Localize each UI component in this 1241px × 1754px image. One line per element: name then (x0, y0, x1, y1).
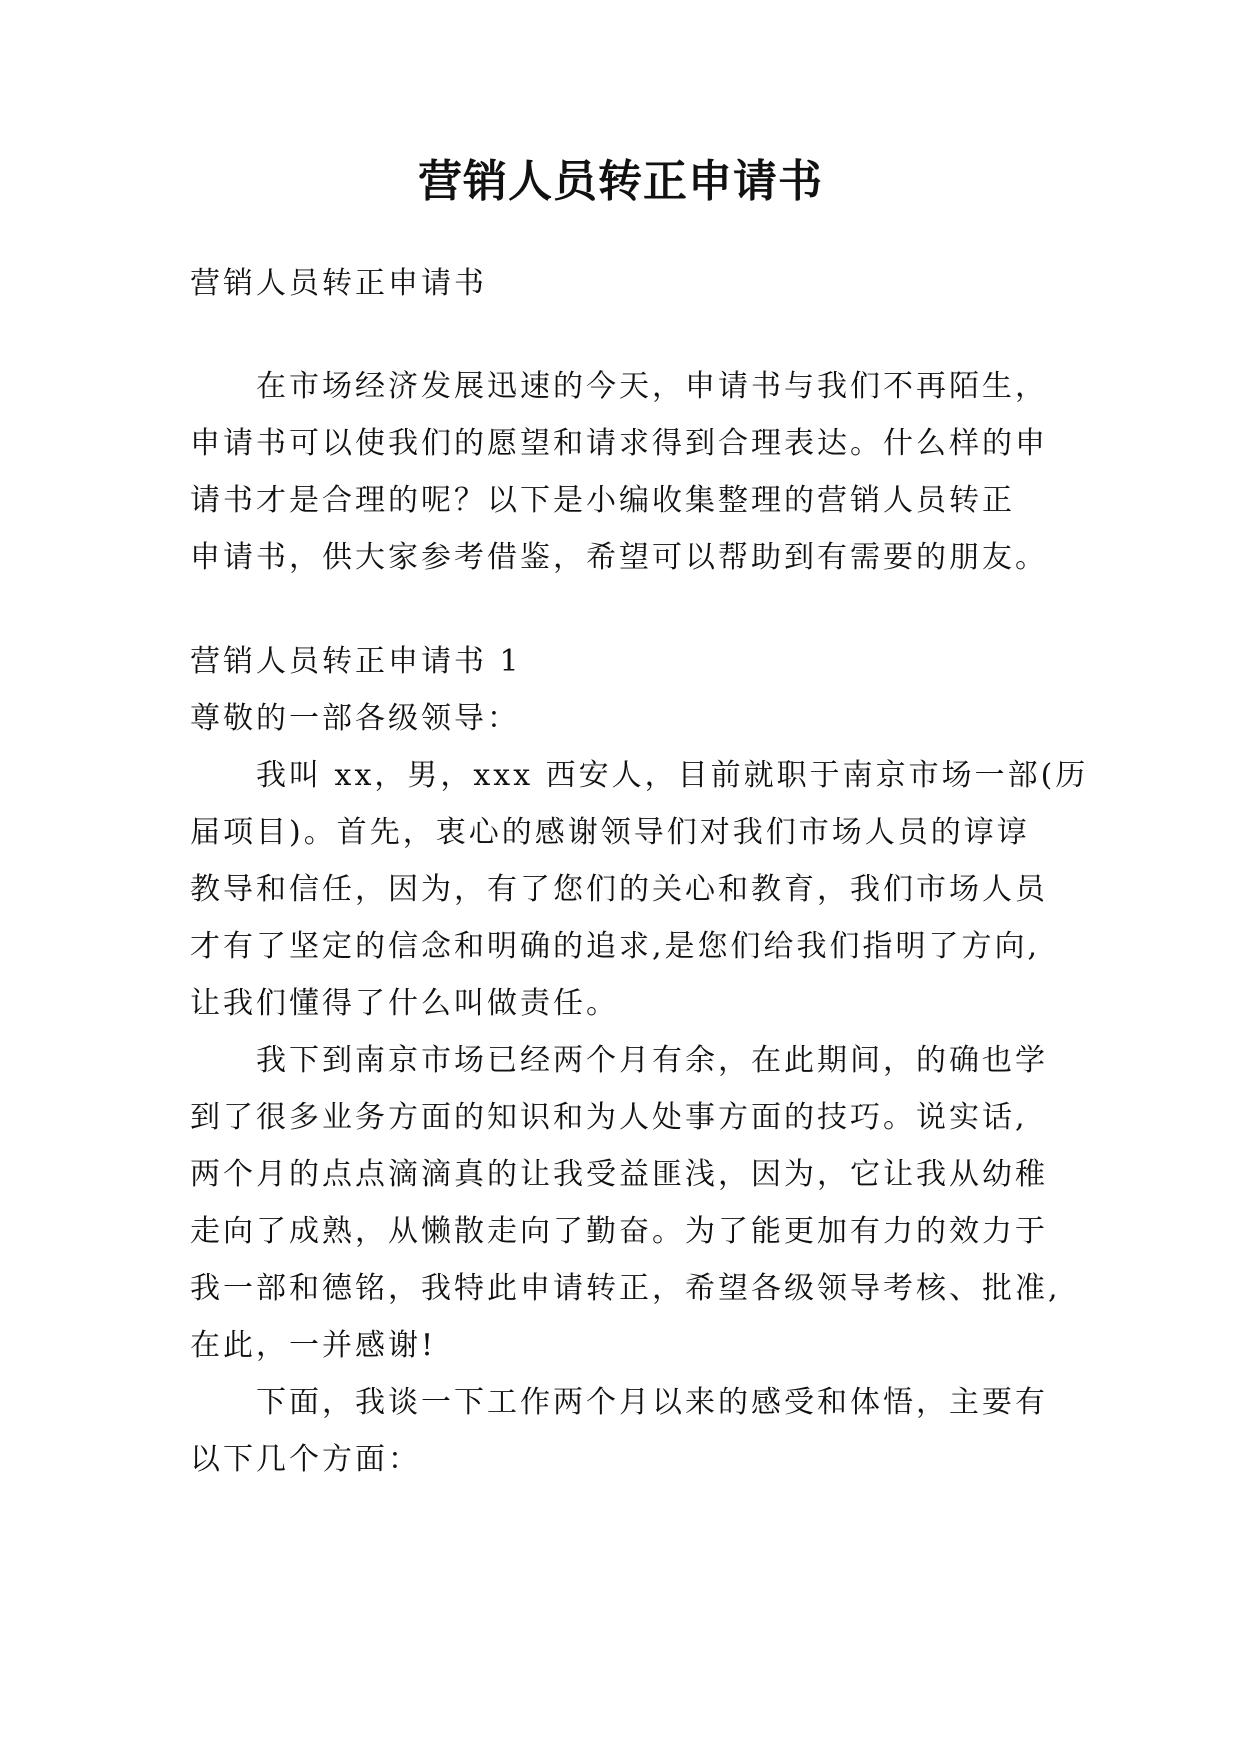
section-heading: 营销人员转正申请书 1 (190, 644, 522, 679)
paragraph-line: 让我们懂得了什么叫做责任。 (190, 986, 619, 1021)
paragraph-line: 走向了成熟，从懒散走向了勤奋。为了能更加有力的效力于 (190, 1214, 1048, 1249)
salutation: 尊敬的一部各级领导： (190, 701, 520, 736)
paragraph-line: 我叫 xx，男，xxx 西安人，目前就职于南京市场一部(历 (256, 758, 1089, 793)
paragraph-line: 下面，我谈一下工作两个月以来的感受和体悟，主要有 (256, 1385, 1048, 1420)
paragraph-line: 我一部和德铭，我特此申请转正，希望各级领导考核、批准, (190, 1271, 1061, 1306)
paragraph-line: 届项目)。首先，衷心的感谢领导们对我们市场人员的谆谆 (190, 815, 1030, 850)
paragraph-line: 在此，一并感谢! (190, 1328, 437, 1363)
intro-line: 申请书，供大家参考借鉴，希望可以帮助到有需要的朋友。 (190, 540, 1048, 575)
paragraph-line: 两个月的点点滴滴真的让我受益匪浅，因为，它让我从幼稚 (190, 1157, 1048, 1192)
paragraph-line: 以下几个方面： (190, 1442, 421, 1477)
paragraph-line: 我下到南京市场已经两个月有余，在此期间，的确也学 (256, 1043, 1048, 1078)
intro-line: 在市场经济发展迅速的今天，申请书与我们不再陌生， (256, 369, 1048, 404)
document-subtitle: 营销人员转正申请书 (190, 266, 487, 301)
intro-line: 申请书可以使我们的愿望和请求得到合理表达。什么样的申 (190, 426, 1048, 461)
intro-line: 请书才是合理的呢？以下是小编收集整理的营销人员转正 (190, 483, 1015, 518)
paragraph-line: 教导和信任，因为，有了您们的关心和教育，我们市场人员 (190, 872, 1048, 907)
paragraph-line: 到了很多业务方面的知识和为人处事方面的技巧。说实话, (190, 1100, 1028, 1135)
paragraph-line: 才有了坚定的信念和明确的追求,是您们给我们指明了方向, (190, 929, 1041, 964)
document-title: 营销人员转正申请书 (418, 156, 823, 207)
